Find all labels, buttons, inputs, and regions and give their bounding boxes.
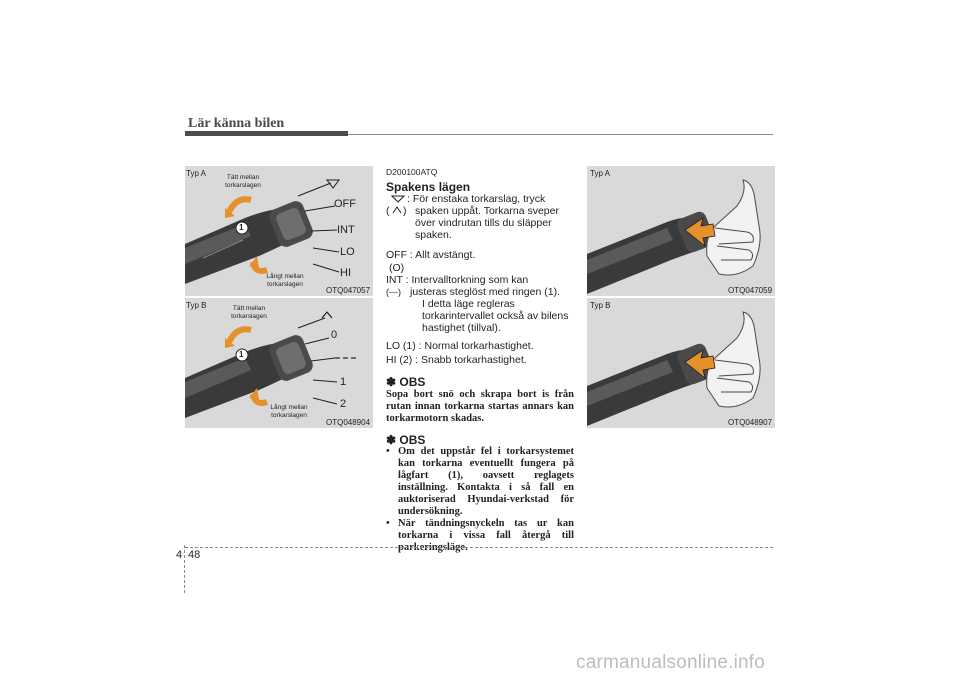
mist-description [386, 193, 574, 243]
mist-icon [391, 195, 405, 203]
hand-lever-illustration [587, 166, 775, 296]
figure-code: OTQ047059 [728, 286, 773, 295]
position-0: 0 [331, 329, 338, 341]
int-line-3: I detta läge regleras [422, 298, 515, 310]
figure-hand-type-a [587, 166, 775, 296]
int-description [386, 274, 574, 338]
figure-type-label: Typ A [186, 169, 207, 178]
ring-marker: 1 [239, 223, 244, 232]
hi-line: HI (2) : Snabb torkarhastighet. [386, 353, 527, 366]
label-short-interval: Tätt mellan torkarslagen [225, 174, 261, 189]
int-line-4: torkarintervallet också av bilens [422, 310, 569, 322]
obs-body-1: Sopa bort snö och skrapa bort is från rutan innan torkarna startas annars kan torkarmotorn skadas. [386, 388, 574, 424]
label-short-interval: Tätt mellan torkarslagen [231, 305, 267, 320]
page-header-title: Lär känna bilen [188, 116, 285, 131]
mist-line-4: spaken. [415, 229, 452, 241]
section-code: D200100ATQ [386, 167, 438, 177]
obs-bullet-1 [386, 446, 574, 518]
text-column [386, 166, 574, 554]
ring-marker: 1 [239, 350, 244, 359]
label-long-interval: Långt mellan torkarslagen [266, 273, 304, 288]
bullet-text: När tändningsnyckeln tas ur kan torkarna i vissa fall återgå till parkeringsläge. [398, 518, 574, 553]
int-line-1: INT : Intervalltorkning som kan [386, 274, 529, 286]
obs-heading-1: ✽ OBS [386, 375, 426, 389]
figure-type-label: Typ B [590, 301, 611, 310]
off-symbol: (O) [389, 261, 405, 274]
int-line-2: justeras steglöst med ringen (1). [410, 286, 560, 298]
figure-code: OTQ047057 [326, 286, 371, 295]
lo-line: LO (1) : Normal torkarhastighet. [386, 340, 534, 352]
figure-type-label: Typ B [186, 301, 207, 310]
mist-paren-open: ( [386, 205, 390, 217]
footer-rule [185, 547, 773, 548]
figure-lever-type-b [185, 298, 373, 428]
figure-lever-type-a [185, 166, 373, 296]
figure-type-label: Typ A [590, 169, 611, 178]
obs-bullet-2 [386, 518, 574, 554]
bullet-marker: • [386, 518, 390, 529]
hand-lever-illustration-b [587, 298, 775, 428]
int-symbol: (---) [386, 287, 401, 297]
position-1: 1 [340, 376, 347, 388]
section-heading: Spakens lägen [386, 179, 471, 194]
figure-hand-type-b [587, 298, 775, 428]
mist-line-2: spaken uppåt. Torkarna sveper [415, 205, 559, 217]
label-long-interval: Långt mellan torkarslagen [270, 404, 308, 419]
bullet-text: Om det uppstår fel i torkarsystemet kan torkarna eventuellt fungera på lågfart (1), oavsett reglagets inställning. Kontakta i så fall en auktoriserad Hyundai-verkstad för undersökning. [398, 446, 574, 517]
watermark: carmanualsonline.info [576, 652, 766, 673]
obs-heading-2: ✽ OBS [386, 432, 426, 447]
mist-paren-close: ) [403, 205, 407, 217]
position-int: INT [337, 224, 355, 236]
position-off: OFF [334, 198, 356, 210]
mist-line-3: över vindrutan tills du släpper [415, 217, 552, 229]
page-number: 48 [188, 549, 201, 561]
position-2: 2 [340, 398, 347, 410]
footer-vertical-rule [184, 545, 185, 593]
off-line: OFF : Allt avstängt. [386, 249, 476, 261]
figure-code: OTQ048904 [326, 418, 371, 427]
position-hi: HI [340, 267, 351, 279]
mist-line-1: : För enstaka torkarslag, tryck [407, 193, 546, 205]
int-line-5: hastighet (tillval). [422, 322, 501, 334]
figure-code: OTQ048907 [728, 418, 773, 427]
bullet-marker: • [386, 446, 390, 457]
mist-up-icon [392, 206, 402, 214]
header-bar [185, 131, 348, 136]
chapter-number: 4 [176, 549, 183, 561]
position-lo: LO [340, 246, 355, 258]
